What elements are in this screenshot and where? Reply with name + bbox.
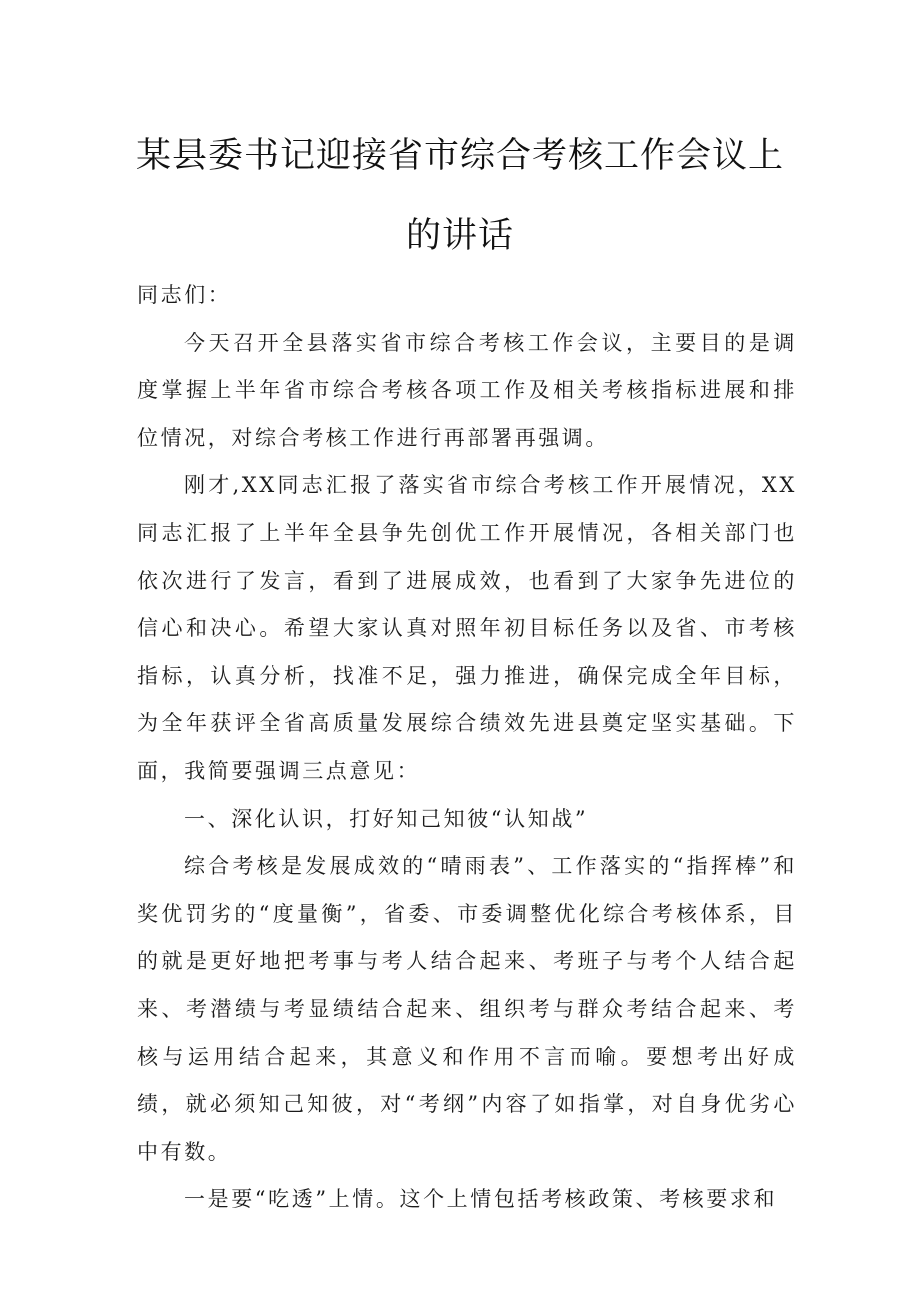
paragraph-intro: 今天召开全县落实省市综合考核工作会议，主要目的是调度掌握上半年省市综合考核各项工作及相关考核指标进展和排位情况，对综合考核工作进行再部署再强调。: [137, 330, 797, 450]
document-title-line-1: 某县委书记迎接省市综合考核工作会议上: [135, 136, 784, 176]
paragraph-assessment: 综合考核是发展成效的“晴雨表”、工作落实的“指挥棒”和奖优罚劣的“度量衡”，省委、市委调整优化综合考核体系，目的就是更好地把考事与考人结合起来、考班子与考个人结合起来、考潜绩与考显绩结合起来、组织考与群众考结合起来、考核与运用结合起来，其意义和作用不言而喻。要想考出好成绩，就必须知己知彼，对“考纲”内容了如指掌，对自身优劣心中有数。: [137, 854, 797, 1164]
paragraph-point-one: 一是要“吃透”上情。这个上情包括考核政策、考核要求和: [184, 1187, 778, 1212]
paragraph-reports: 刚才,XX同志汇报了落实省市综合考核工作开展情况，XX同志汇报了上半年全县争先创优工作开展情况，各相关部门也依次进行了发言，看到了进展成效，也看到了大家争先进位的信心和决心。希望大家认真对照年初目标任务以及省、市考核指标，认真分析，找准不足，强力推进，确保完成全年目标，为全年获评全省高质量发展综合绩效先进县奠定坚实基础。下面，我简要强调三点意见：: [137, 473, 797, 783]
section-heading-1: 一、深化认识，打好知己知彼“认知战”: [184, 806, 589, 831]
document-body: [137, 272, 797, 1224]
salutation: 同志们：: [137, 283, 232, 307]
document-title-line-2: 的讲话: [405, 216, 514, 256]
